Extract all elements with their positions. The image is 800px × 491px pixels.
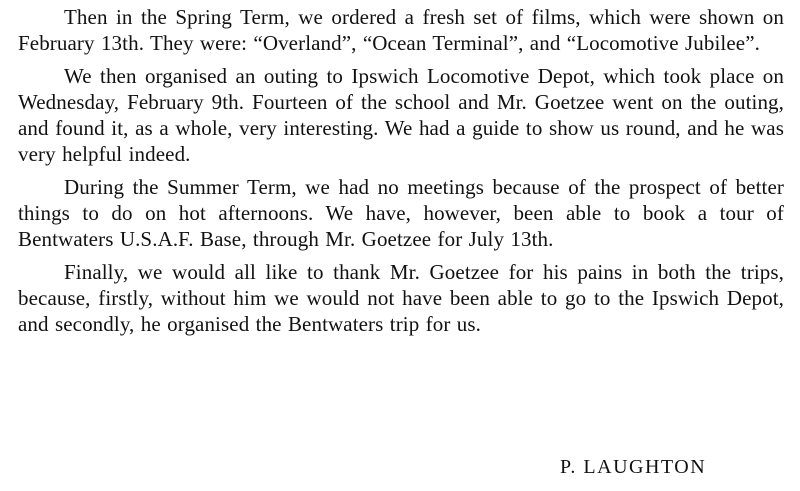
paragraph-ipswich-outing: We then organised an outing to Ipswich Locomotive Depot, which took place on Wednesday, February 9th. Fourteen of the school and Mr. Goetzee went on the outing, and found it, as a whole, very interesting. We had a guide to show us round, and he was very helpful indeed. xyxy=(18,63,784,167)
paragraph-thanks: Finally, we would all like to thank Mr. Goetzee for his pains in both the trips, because, firstly, without him we would not have been able to go to the Ipswich Depot, and secondly, he organised the Bentwaters trip for us. xyxy=(18,259,784,337)
author-signature: P. LAUGHTON xyxy=(560,456,707,478)
paragraph-summer-term: During the Summer Term, we had no meetings because of the prospect of better things to do on hot afternoons. We have, however, been able to book a tour of Bentwaters U.S.A.F. Base, through Mr. Goetzee for July 13th. xyxy=(18,174,784,252)
paragraph-spring-term: Then in the Spring Term, we ordered a fresh set of films, which were shown on February 13th. They were: “Overland”, “Ocean Terminal”, and “Locomotive Jubilee”. xyxy=(18,5,784,56)
document-body xyxy=(18,4,784,344)
